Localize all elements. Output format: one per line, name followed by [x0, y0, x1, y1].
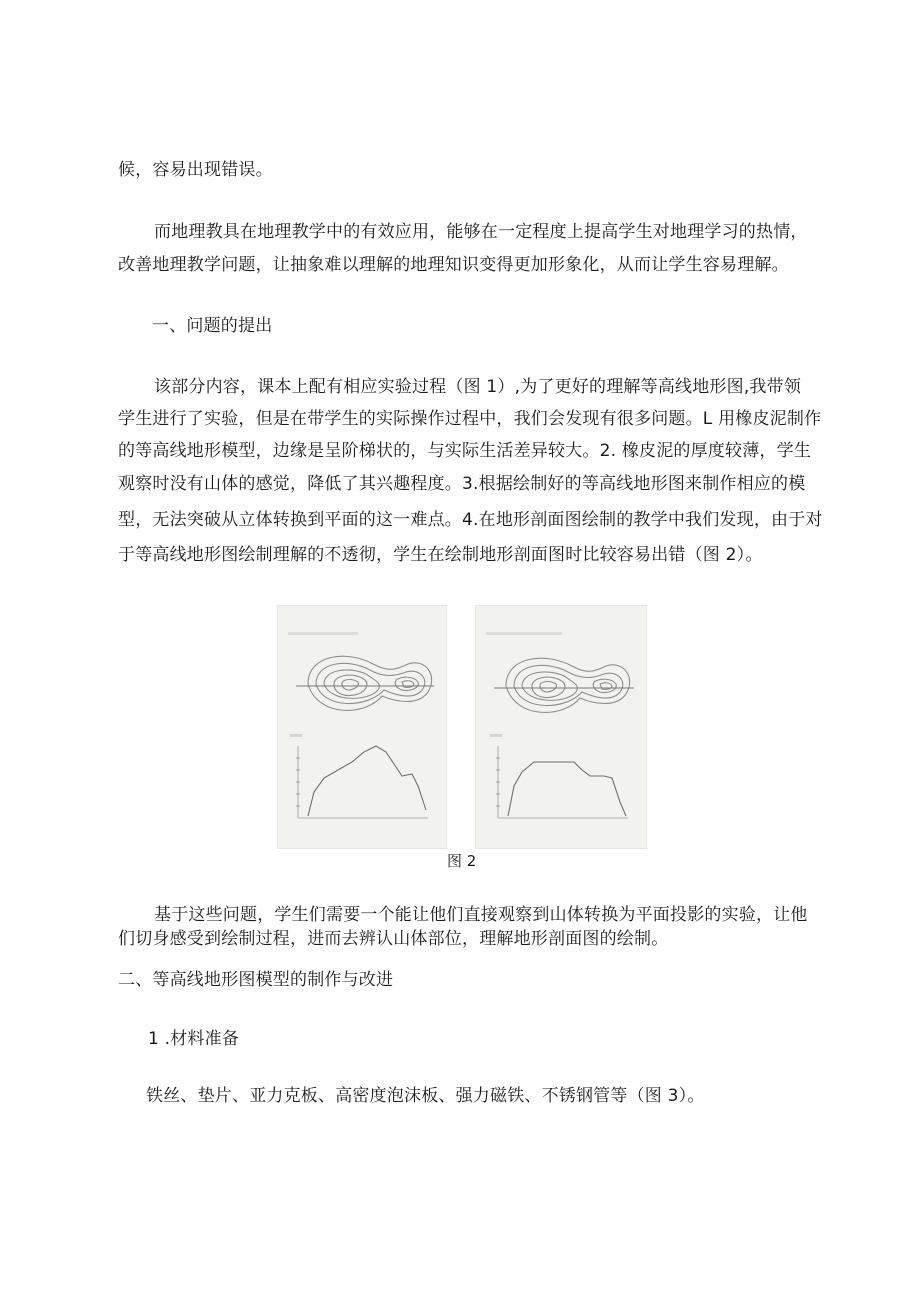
- section-heading: 二、等高线地形图模型的制作与改进: [118, 970, 394, 990]
- paragraph-line: 们切身感受到绘制过程，进而去辨认山体部位，理解地形剖面图的绘制。: [118, 929, 669, 949]
- figure-caption: 图 2: [447, 852, 477, 870]
- figure-photo-right: [475, 605, 647, 849]
- paragraph-line: 候，容易出现错误。: [118, 160, 273, 180]
- paragraph-line: 基于这些问题，学生们需要一个能让他们直接观察到山体转换为平面投影的实验，让他: [154, 905, 808, 925]
- paragraph-line: 观察时没有山体的感觉，降低了其兴趣程度。3.根据绘制好的等高线地形图来制作相应的模: [118, 474, 806, 494]
- paragraph-line: 铁丝、垫片、亚力克板、高密度泡沫板、强力磁铁、不锈钢管等（图 3）。: [146, 1086, 705, 1106]
- paragraph-line: 该部分内容，课本上配有相应实验过程（图 1）,为了更好的理解等高线地形图,我带领: [154, 377, 802, 397]
- section-heading: 一、问题的提出: [152, 316, 273, 336]
- subsection-heading: 1 .材料准备: [148, 1029, 240, 1049]
- paragraph-line: 的等高线地形模型，边缘是呈阶梯状的，与实际生活差异较大。2. 橡皮泥的厚度较薄，学生: [118, 441, 812, 461]
- figure-photo-left: [277, 605, 447, 849]
- paragraph-line: 学生进行了实验，但是在带学生的实际操作过程中，我们会发现有很多问题。L 用橡皮泥制作: [118, 409, 822, 429]
- paragraph-line: 改善地理教学问题，让抽象难以理解的地理知识变得更加形象化，从而让学生容易理解。: [118, 255, 789, 275]
- paragraph-line: 而地理教具在地理教学中的有效应用，能够在一定程度上提高学生对地理学习的热情，: [154, 222, 808, 242]
- paragraph-line: 型，无法突破从立体转换到平面的这一难点。4.在地形剖面图绘制的教学中我们发现，由于对: [118, 510, 823, 530]
- paragraph-line: 于等高线地形图绘制理解的不透彻，学生在绘制地形剖面图时比较容易出错（图 2）。: [118, 545, 763, 565]
